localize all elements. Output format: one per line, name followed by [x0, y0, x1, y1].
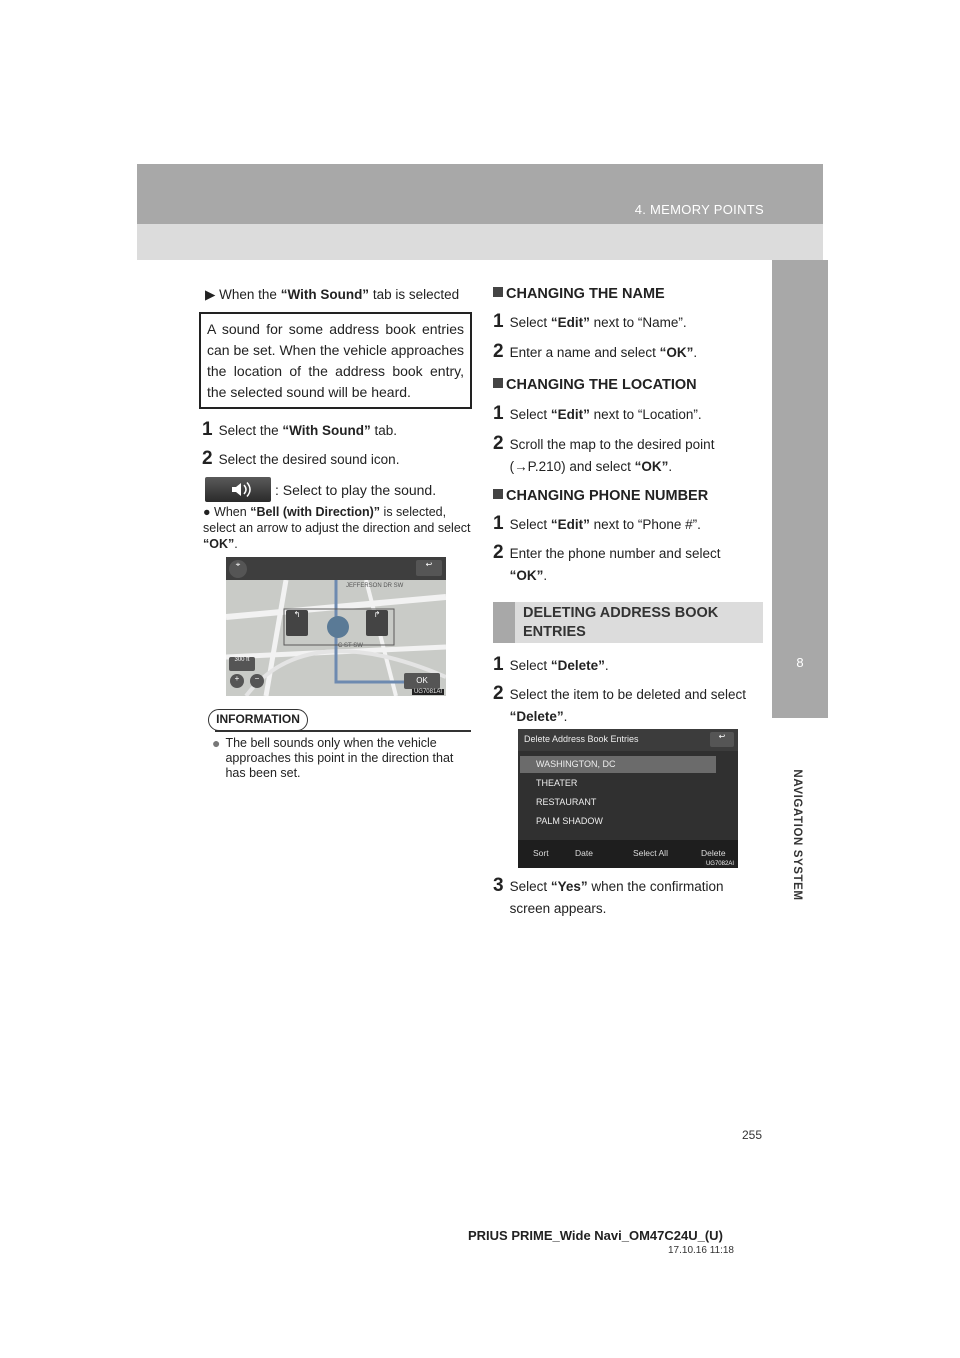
phone-step-2: 2 Enter the phone number and select “OK”.	[493, 542, 721, 583]
square-bullet-icon	[493, 489, 503, 499]
location-step-2: 2 Scroll the map to the desired point (→P.210) and select “OK”.	[493, 433, 715, 474]
ok-button[interactable]: OK	[404, 673, 440, 689]
triangle-bullet-icon: ▶	[205, 287, 216, 302]
bullet-icon: ●	[212, 735, 221, 751]
square-bullet-icon	[493, 378, 503, 388]
screen-title: Delete Address Book Entries	[524, 734, 639, 744]
delete-step-2: 2 Select the item to be deleted and select “Delete”.	[493, 683, 746, 724]
scale-label: 300 ft	[229, 657, 255, 671]
back-button[interactable]: ↩	[416, 560, 442, 576]
location-step-1: 1 Select “Edit” next to “Location”.	[493, 403, 702, 424]
note-box: A sound for some address book entries can be set. When the vehicle approaches the location of the address book entry, the selected sound will be heard.	[199, 312, 472, 409]
chapter-tab	[772, 260, 828, 718]
chapter-number: 8	[796, 655, 804, 670]
section-title: 4. MEMORY POINTS	[634, 202, 764, 217]
name-step-2: 2 Enter a name and select “OK”.	[493, 341, 698, 362]
deleting-section-heading: DELETING ADDRESS BOOK ENTRIES	[493, 602, 763, 643]
list-item[interactable]: PALM SHADOW	[536, 816, 603, 826]
information-text: ● The bell sounds only when the vehicle approaches this point in the direction that has been set.	[212, 735, 454, 780]
print-stamp: 17.10.16 11:18	[668, 1245, 734, 1256]
step-2: 2 Select the desired sound icon.	[202, 448, 400, 469]
bullet-icon: ●	[203, 505, 211, 519]
changing-location-heading: CHANGING THE LOCATION	[493, 377, 697, 393]
list-item[interactable]: WASHINGTON, DC	[520, 756, 716, 773]
name-step-1: 1 Select “Edit” next to “Name”.	[493, 311, 687, 332]
image-code: UG7081AI	[413, 689, 442, 695]
delete-entries-screenshot	[518, 729, 738, 868]
list-item[interactable]: THEATER	[536, 778, 578, 788]
sound-play-button[interactable]	[205, 477, 271, 502]
list-item[interactable]: RESTAURANT	[536, 797, 597, 807]
header-subband	[137, 224, 823, 260]
changing-name-heading: CHANGING THE NAME	[493, 286, 665, 302]
compass-button[interactable]: ⌖	[229, 560, 247, 578]
changing-phone-heading: CHANGING PHONE NUMBER	[493, 488, 708, 504]
arrow-left-button[interactable]: ↰	[286, 610, 308, 636]
chapter-title: NAVIGATION SYSTEM	[791, 769, 803, 901]
bell-direction-note: ● When “Bell (with Direction)” is selected, select an arrow to adjust the direction and select “OK”.	[203, 505, 471, 551]
delete-step-3: 3 Select “Yes” when the confirmation screen appears.	[493, 875, 724, 916]
map-screenshot	[226, 557, 446, 696]
zoom-out-button[interactable]: −	[250, 674, 264, 688]
square-bullet-icon	[493, 287, 503, 297]
date-button[interactable]: Date	[575, 848, 593, 858]
phone-step-1: 1 Select “Edit” next to “Phone #”.	[493, 513, 701, 534]
image-code: UG7082AI	[705, 861, 734, 867]
step-1: 1 Select the “With Sound” tab.	[202, 419, 398, 440]
sound-button-desc: : Select to play the sound.	[275, 482, 437, 498]
zoom-in-button[interactable]: +	[230, 674, 244, 688]
with-sound-intro: ▶ When the “With Sound” tab is selected	[205, 287, 460, 302]
sort-button[interactable]: Sort	[533, 848, 549, 858]
back-button[interactable]: ↩	[710, 732, 734, 747]
heading-accent-bar	[493, 602, 515, 643]
street-label: C ST SW	[338, 643, 363, 649]
arrow-right-button[interactable]: ↱	[366, 610, 388, 636]
delete-step-1: 1 Select “Delete”.	[493, 654, 609, 675]
map-header-bar	[226, 557, 446, 580]
information-label: INFORMATION	[208, 709, 308, 731]
speaker-icon	[205, 477, 271, 502]
information-divider	[215, 730, 471, 732]
select-all-button[interactable]: Select All	[633, 848, 668, 858]
document-id: PRIUS PRIME_Wide Navi_OM47C24U_(U)	[468, 1228, 723, 1243]
page-number: 255	[742, 1128, 763, 1142]
street-label: JEFFERSON DR SW	[346, 583, 404, 589]
delete-button[interactable]: Delete	[701, 848, 726, 858]
